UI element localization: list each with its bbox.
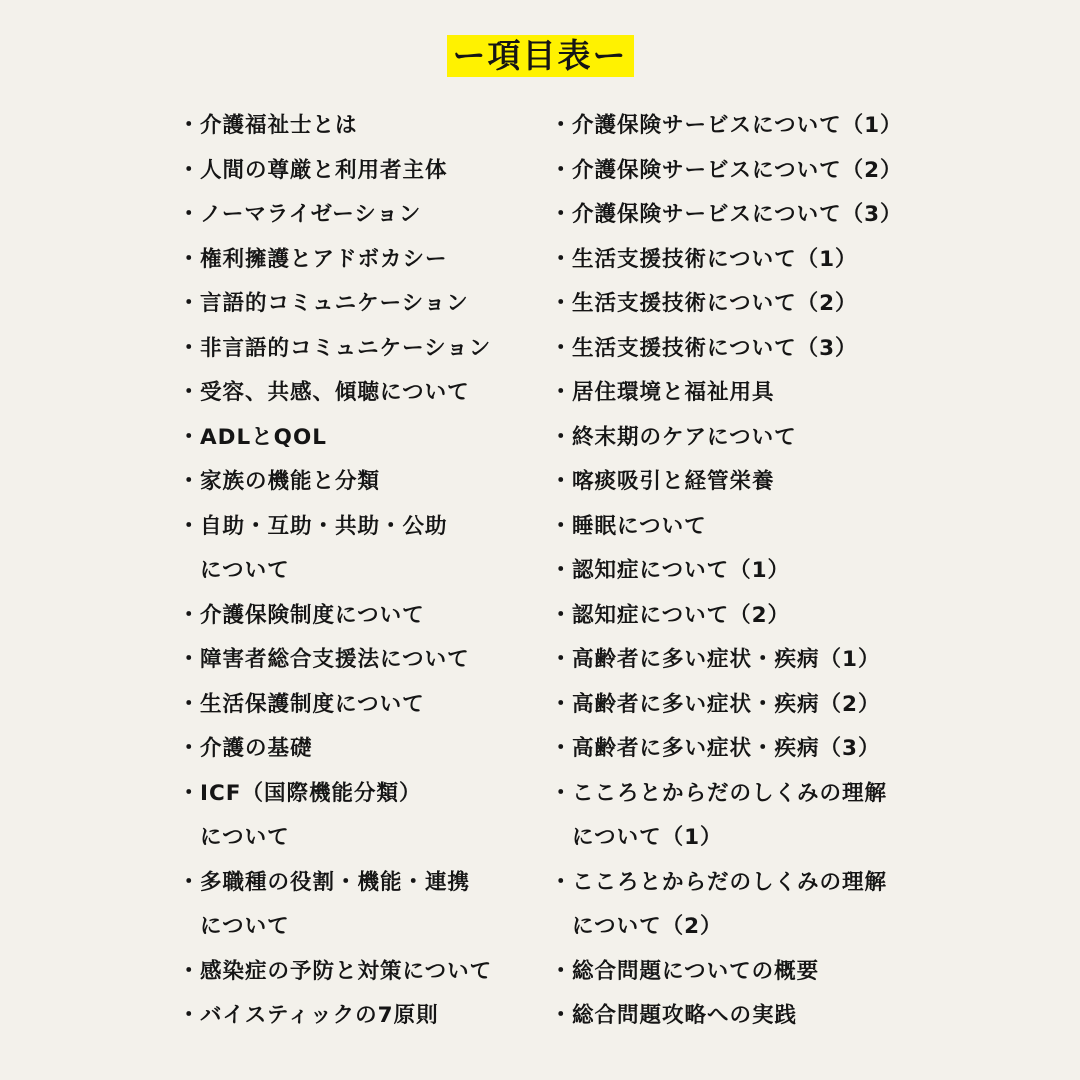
topic-label: 介護保険サービスについて（3） [572,202,903,227]
topic-list-item [178,104,548,149]
bullet-mark: ・ [178,246,201,272]
topic-list-item [178,594,548,639]
topic-list-item [550,683,940,728]
right-topic-list [550,104,940,1039]
bullet-mark: ・ [178,202,201,227]
topic-list-item [550,549,940,594]
bullet-mark: ・ [178,1003,201,1028]
topic-label-continuation: について [200,825,290,850]
topic-label: ノーマライゼーション [200,202,422,227]
topic-label: 居住環境と福祉用具 [572,380,775,405]
topic-label: 生活支援技術について（3） [572,335,858,361]
topic-label-continuation: について（1） [572,825,723,850]
bullet-mark: ・ [550,513,573,539]
topic-list-item [178,950,548,995]
topic-label: 総合問題攻略への実践 [572,1003,798,1028]
bullet-mark: ・ [178,958,201,984]
topic-label-continuation: について [200,914,290,939]
left-topic-list [178,104,548,1039]
topic-label: 高齢者に多い症状・疾病（3） [572,736,881,761]
bullet-mark: ・ [178,602,201,628]
topic-label: 睡眠について [572,513,707,539]
bullet-mark: ・ [550,469,573,494]
topic-list-item [550,861,940,950]
topic-list-item [550,104,940,149]
topic-label: 家族の機能と分類 [200,469,381,494]
topic-list-item [178,994,548,1039]
title-area [0,35,1080,77]
topic-list-item [550,149,940,194]
bullet-mark: ・ [550,424,573,450]
topic-list-item [550,505,940,550]
topic-label: ADLとQOL [200,424,327,450]
bullet-mark: ・ [178,869,201,895]
topic-label: 言語的コミュニケーション [200,291,469,316]
bullet-mark: ・ [178,291,201,316]
topic-label: 生活支援技術について（1） [572,246,858,272]
topic-list-item [550,772,940,861]
bullet-mark: ・ [550,602,573,628]
topic-label: 感染症の予防と対策について [200,958,493,984]
bullet-mark: ・ [550,869,573,895]
topic-label-continuation: について（2） [572,914,723,939]
topic-list-item [178,327,548,372]
topic-list-item [550,994,940,1039]
topic-list-item [178,371,548,416]
topic-label: 喀痰吸引と経管栄養 [572,469,775,494]
topic-list-item [178,282,548,327]
bullet-mark: ・ [178,157,201,183]
topic-label: 認知症について（2） [572,602,791,628]
bullet-mark: ・ [550,691,573,717]
topic-list-item [550,950,940,995]
bullet-mark: ・ [550,335,573,361]
topic-label: バイスティックの7原則 [200,1003,439,1028]
topic-label: ICF（国際機能分類） [200,780,422,806]
topic-list-item [550,282,940,327]
bullet-mark: ・ [550,1003,573,1028]
bullet-mark: ・ [550,246,573,272]
topic-list-item [550,594,940,639]
topic-list-item [178,193,548,238]
topic-list-item [550,193,940,238]
bullet-mark: ・ [178,691,201,717]
topic-list-item [178,772,548,861]
topic-list-item [178,683,548,728]
topic-list-item [178,727,548,772]
bullet-mark: ・ [178,113,201,138]
topic-label: 受容、共感、傾聴について [200,380,470,405]
topic-label: 介護の基礎 [200,736,313,761]
bullet-mark: ・ [550,291,573,316]
bullet-mark: ・ [178,335,201,361]
bullet-mark: ・ [178,424,201,450]
bullet-mark: ・ [178,469,201,494]
bullet-mark: ・ [550,202,573,227]
topic-label: 人間の尊厳と利用者主体 [200,157,448,183]
topic-label: 介護保険制度について [200,602,425,628]
bullet-mark: ・ [178,780,201,806]
topic-label: 生活支援技術について（2） [572,291,858,316]
topic-list-item [550,416,940,461]
bullet-mark: ・ [550,113,573,138]
topic-label: 自助・互助・共助・公助 [200,513,448,539]
topic-label-continuation: について [200,558,290,583]
topic-label: 総合問題についての概要 [572,958,820,984]
page-title: ー項目表ー [447,35,634,77]
topic-list-item [550,638,940,683]
topic-list-item [178,505,548,594]
topic-label: 権利擁護とアドボカシー [200,246,448,272]
topic-label: 障害者総合支援法について [200,647,470,672]
topic-list-item [178,238,548,283]
topic-list-item [178,460,548,505]
topic-list-item [550,460,940,505]
topic-list-item [178,638,548,683]
topic-list-item [550,327,940,372]
topic-list-item [550,727,940,772]
topic-label: 非言語的コミュニケーション [200,335,492,361]
topic-label: 介護福祉士とは [200,113,358,138]
topic-label: 高齢者に多い症状・疾病（2） [572,691,881,717]
bullet-mark: ・ [550,157,573,183]
topic-list-item [178,416,548,461]
bullet-mark: ・ [550,958,573,984]
topic-label: こころとからだのしくみの理解 [572,869,888,895]
bullet-mark: ・ [178,647,201,672]
topic-label: 生活保護制度について [200,691,425,717]
bullet-mark: ・ [178,513,201,539]
topic-label: 終末期のケアについて [572,424,797,450]
topic-list-item [178,149,548,194]
topic-list-item [550,238,940,283]
topic-label: 多職種の役割・機能・連携 [200,869,471,895]
topic-label: 認知症について（1） [572,558,791,583]
bullet-mark: ・ [178,380,201,405]
bullet-mark: ・ [550,558,573,583]
bullet-mark: ・ [550,780,573,806]
topic-list-item [178,861,548,950]
bullet-mark: ・ [550,647,573,672]
bullet-mark: ・ [178,736,201,761]
topic-label: 高齢者に多い症状・疾病（1） [572,647,881,672]
topic-label: こころとからだのしくみの理解 [572,780,888,806]
topic-list-item [550,371,940,416]
topic-label: 介護保険サービスについて（1） [572,113,903,138]
bullet-mark: ・ [550,380,573,405]
bullet-mark: ・ [550,736,573,761]
topic-label: 介護保険サービスについて（2） [572,157,903,183]
